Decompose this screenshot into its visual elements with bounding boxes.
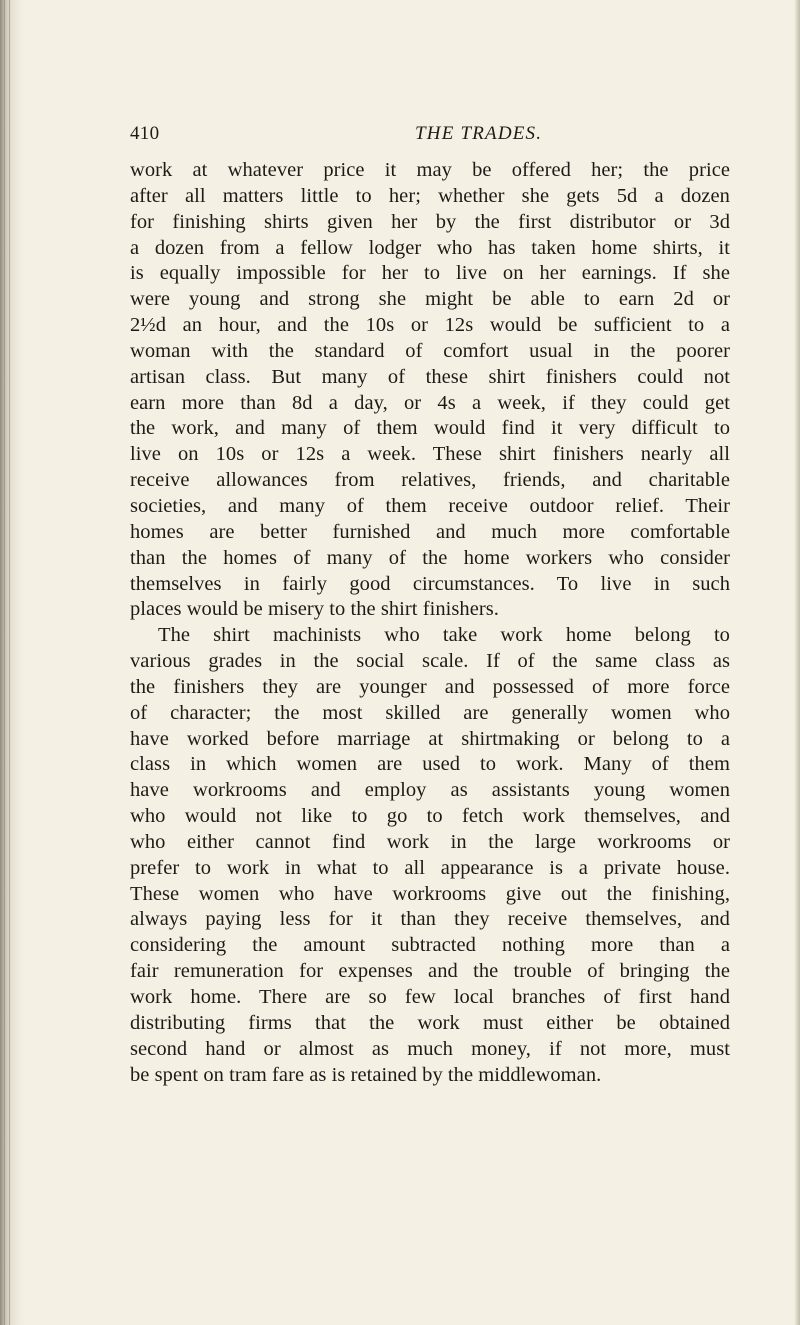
text-line: The shirt machinists who take work home belong to [158,624,730,647]
running-head: THE TRADES. [415,123,543,144]
text-line: than the homes of many of the home workers who consider [130,546,730,569]
text-line: 2½d an hour, and the 10s or 12s would be sufficient to a [130,314,730,337]
body-text [130,158,730,1088]
text-line: after all matters little to her; whether she gets 5d a dozen [130,184,730,207]
text-line: for finishing shirts given her by the first distributor or 3d [130,210,730,233]
text-line: themselves in fairly good circumstances. To live in such [130,572,730,595]
text-line: distributing firms that the work must either be obtained [130,1011,730,1034]
text-line: work home. There are so few local branches of first hand [130,986,730,1008]
text-line: second hand or almost as much money, if not more, must [130,1037,730,1060]
text-line: artisan class. But many of these shirt finishers could not [130,365,730,388]
text-line: a dozen from a fellow lodger who has taken home shirts, it [130,236,730,259]
text-line: the finishers they are younger and possessed of more force [130,675,730,698]
text-line: homes are better furnished and much more comfortable [130,520,730,543]
text-line: were young and strong she might be able to earn 2d or [130,288,730,311]
text-line: who would not like to go to fetch work themselves, and [130,805,730,828]
text-line: live on 10s or 12s a week. These shirt finishers nearly all [130,443,730,466]
text-line: receive allowances from relatives, friends, and charitable [130,469,730,492]
text-line: fair remuneration for expenses and the trouble of bringing the [130,960,730,983]
text-line: have workrooms and employ as assistants young women [130,779,730,802]
page-number: 410 [130,123,160,144]
text-line: the work, and many of them would find it very difficult to [130,417,730,440]
book-gutter [0,0,26,1325]
text-line: societies, and many of them receive outdoor relief. Their [130,494,730,517]
text-line: prefer to work in what to all appearance is a private house. [130,856,730,879]
text-line: be spent on tram fare as is retained by the middlewoman. [130,1063,602,1086]
text-line: various grades in the social scale. If of the same class as [130,650,730,673]
text-line: always paying less for it than they receive themselves, and [130,908,730,931]
text-line: have worked before marriage at shirtmaking or belong to a [130,727,730,750]
text-line: These women who have workrooms give out the finishing, [130,882,730,905]
page-right-edge [794,0,800,1325]
text-line: earn more than 8d a day, or 4s a week, if they could get [130,391,730,414]
text-line: considering the amount subtracted nothing more than a [130,934,730,957]
text-line: work at whatever price it may be offered her; the price [130,159,730,181]
text-line: is equally impossible for her to live on her earnings. If she [130,262,730,285]
text-line: of character; the most skilled are generally women who [130,701,730,724]
text-line: places would be misery to the shirt finishers. [130,598,499,621]
text-line: woman with the standard of comfort usual in the poorer [130,339,730,362]
page-header [130,123,730,149]
text-line: who either cannot find work in the large workrooms or [130,830,730,853]
text-line: class in which women are used to work. Many of them [130,753,730,776]
